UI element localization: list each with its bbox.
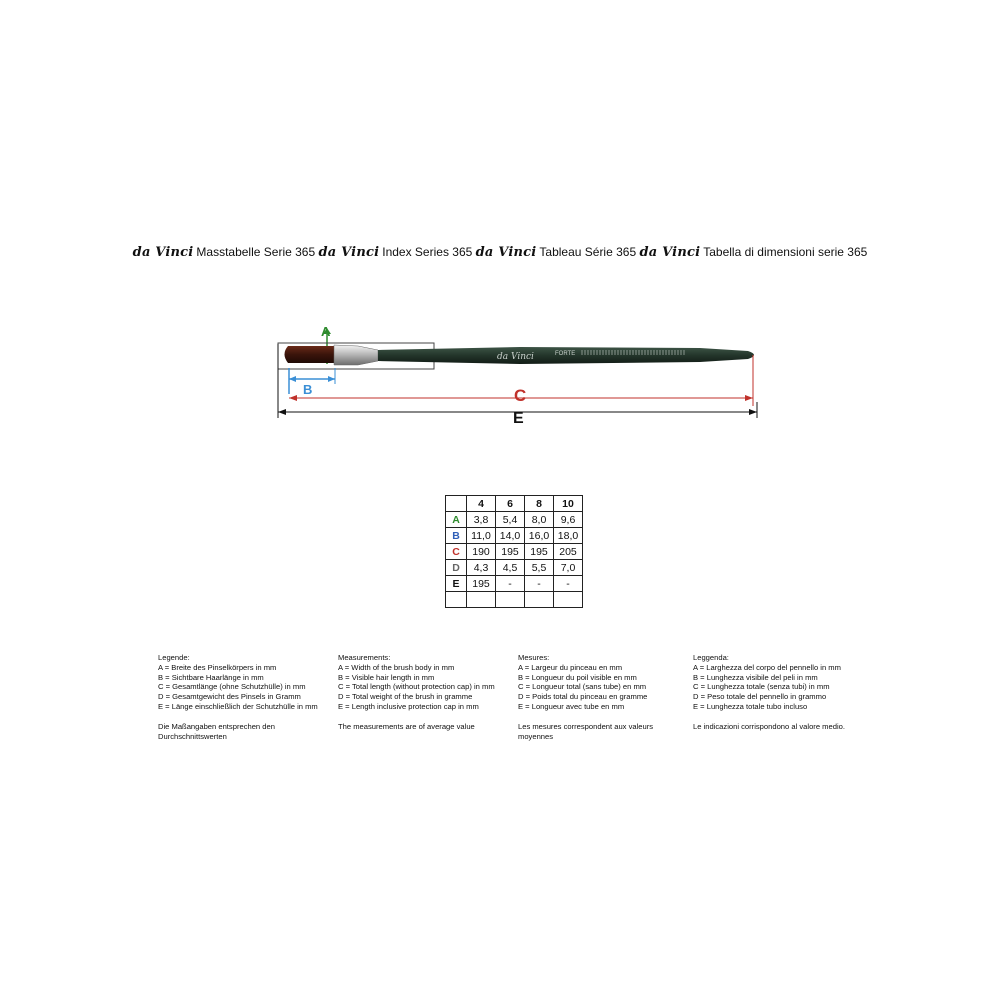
label-e: E	[513, 410, 524, 427]
header-segment-it	[639, 245, 867, 259]
table-cell: 5,4	[496, 512, 525, 528]
table-cell: 7,0	[554, 560, 583, 576]
table-cell: -	[554, 576, 583, 592]
legend-line: E = Longueur avec tube en mm	[518, 701, 625, 711]
legend-line: B = Visible hair length in mm	[338, 672, 435, 682]
davinci-logo: da Vinci	[475, 245, 537, 260]
table-cell: -	[525, 576, 554, 592]
dimension-b	[289, 368, 335, 397]
legend-title: Mesures:	[518, 653, 550, 662]
davinci-logo: da Vinci	[132, 245, 194, 260]
table-row	[446, 528, 583, 544]
brush-ferrule	[334, 345, 378, 365]
table-row	[446, 560, 583, 576]
label-b: B	[303, 382, 313, 397]
legend-note: Die Maßangaben entsprechen den Durchschnittswerten	[158, 721, 275, 741]
table-row	[446, 512, 583, 528]
table-cell: 11,0	[467, 528, 496, 544]
legend-german	[158, 653, 330, 741]
row-key-c: C	[446, 544, 467, 560]
davinci-logo: da Vinci	[318, 245, 380, 260]
legend-french	[518, 653, 690, 741]
legend-line: D = Poids total du pinceau en gramme	[518, 692, 648, 702]
legend-italian	[693, 653, 865, 732]
legend-line: C = Longueur total (sans tube) en mm	[518, 682, 647, 692]
legend-note: The measurements are of average value	[338, 721, 475, 731]
header-title-en: Index Series 365	[382, 245, 473, 259]
table-cell: 5,5	[525, 560, 554, 576]
table-corner	[446, 496, 467, 512]
legend-line: A = Breite des Pinselkörpers in mm	[158, 662, 277, 672]
legend-title: Legende:	[158, 653, 190, 662]
table-row	[446, 544, 583, 560]
table-empty-row	[446, 592, 583, 608]
row-key-a: A	[446, 512, 467, 528]
brush-hair	[285, 346, 335, 363]
table-cell: 195	[496, 544, 525, 560]
legend-line: E = Lunghezza totale tubo incluso	[693, 701, 808, 711]
legend-title: Leggenda:	[693, 653, 729, 662]
label-a: A	[321, 324, 331, 339]
legend-line: A = Larghezza del corpo del pennello in mm	[693, 662, 841, 672]
table-row	[446, 576, 583, 592]
legend-line: B = Longueur du poil visible en mm	[518, 672, 637, 682]
handle-brand-text: da Vinci	[497, 352, 534, 362]
legend-line: D = Total weight of the brush in gramme	[338, 692, 473, 702]
table-cell: 18,0	[554, 528, 583, 544]
legend-title: Measurements:	[338, 653, 391, 662]
header-title-de: Masstabelle Serie 365	[196, 245, 316, 259]
header-title-it: Tabella di dimensioni serie 365	[703, 245, 868, 259]
legend-line: C = Gesamtlänge (ohne Schutzhülle) in mm	[158, 682, 306, 692]
handle-barcode	[582, 350, 684, 355]
row-key-e: E	[446, 576, 467, 592]
legend-line: B = Lunghezza visibile del peli in mm	[693, 672, 818, 682]
header-segment-de	[133, 245, 319, 259]
header-segment-en	[318, 245, 475, 259]
table-cell: 195	[467, 576, 496, 592]
legend-line: D = Peso totale del pennello in grammo	[693, 692, 827, 702]
table-cell: 8,0	[525, 512, 554, 528]
header-title-fr: Tableau Série 365	[539, 245, 637, 259]
legend-line: A = Width of the brush body in mm	[338, 662, 455, 672]
table-cell: 4,3	[467, 560, 496, 576]
size-header: 10	[554, 496, 583, 512]
table-header-row	[446, 496, 583, 512]
legend-line: E = Länge einschließlich der Schutzhülle in mm	[158, 701, 318, 711]
size-header: 4	[467, 496, 496, 512]
page-header	[0, 245, 1000, 260]
header-segment-fr	[476, 245, 640, 259]
row-key-b: B	[446, 528, 467, 544]
table-cell: 205	[554, 544, 583, 560]
brush-diagram	[0, 310, 1000, 430]
table-cell: 9,6	[554, 512, 583, 528]
table-cell: 3,8	[467, 512, 496, 528]
legend-line: C = Total length (without protection cap) in mm	[338, 682, 495, 692]
legend-line: C = Lunghezza totale (senza tubi) in mm	[693, 682, 830, 692]
legend-line: D = Gesamtgewicht des Pinsels in Gramm	[158, 692, 301, 702]
table-cell: 190	[467, 544, 496, 560]
legend-section	[158, 653, 858, 753]
legend-note: Les mesures correspondent aux valeurs moyennes	[518, 721, 654, 741]
size-header: 8	[525, 496, 554, 512]
row-key-d: D	[446, 560, 467, 576]
table-cell: 195	[525, 544, 554, 560]
table-cell: -	[496, 576, 525, 592]
size-header: 6	[496, 496, 525, 512]
label-c: C	[514, 386, 527, 405]
table-cell: 4,5	[496, 560, 525, 576]
legend-line: E = Length inclusive protection cap in mm	[338, 701, 479, 711]
table-cell: 16,0	[525, 528, 554, 544]
legend-line: B = Sichtbare Haarlänge in mm	[158, 672, 264, 682]
legend-line: A = Largeur du pinceau en mm	[518, 662, 623, 672]
legend-note: Le indicazioni corrispondono al valore medio.	[693, 721, 845, 731]
davinci-logo: da Vinci	[639, 245, 701, 260]
dimensions-table	[445, 495, 583, 608]
handle-model-text: FORTE	[555, 351, 576, 357]
table-cell: 14,0	[496, 528, 525, 544]
legend-english	[338, 653, 510, 732]
